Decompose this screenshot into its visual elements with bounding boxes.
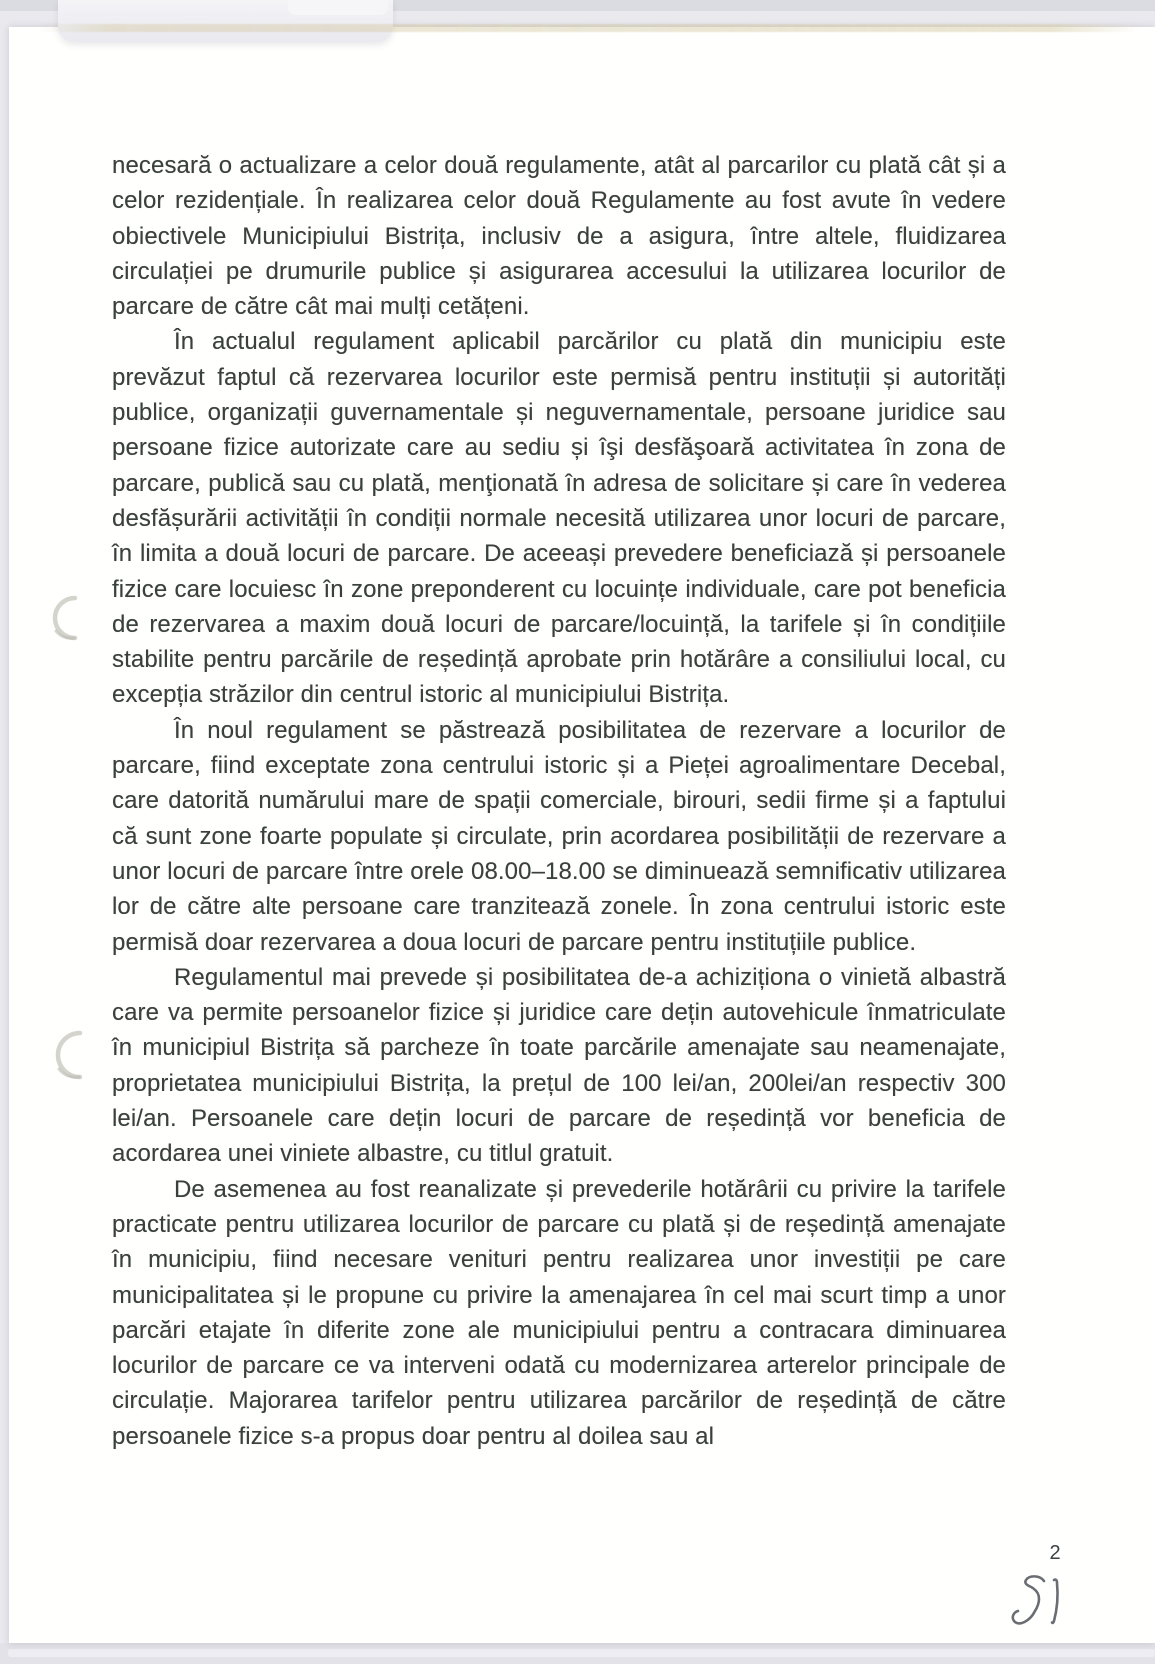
page-number: 2: [1049, 1542, 1061, 1564]
paragraph: În actualul regulament aplicabil parcărilor cu plată din municipiu este prevăzut faptul că rezervarea locurilor este permisă pentru instituții și autorități publice, organizații guvernamentale și neguvernamentale, persoane juridice sau persoane fizice autorizate care au sediu și îşi desfăşoară activitatea în zona de parcare, publică sau cu plată, menţionată în adresa de solicitare și care în vederea desfășurării activității în condiții normale necesită utilizarea unor locuri de parcare, în limita a două locuri de parcare. De aceeași prevedere beneficiază și persoanele fizice care locuiesc în zone preponderent cu locuințe individuale, care pot beneficia de rezervarea a maxim două locuri de parcare/locuință, la tarifele și în condițiile stabilite pentru parcările de reședință aprobate prin hotărâre a consiliului local, cu excepția străzilor din centrul istoric al municipiului Bistrița.: [112, 328, 1006, 709]
handwritten-number: [1004, 1572, 1082, 1638]
scan-tab-artifact: [58, 0, 393, 42]
scanner-bottom-edge: [0, 1643, 1155, 1664]
punch-hole-mark: [46, 1028, 94, 1082]
document-text: [112, 148, 1006, 1454]
scan-tab-highlight: [288, 0, 388, 15]
paragraph: De asemenea au fost reanalizate și prevederile hotărârii cu privire la tarifele practicate pentru utilizarea locurilor de parcare cu plată și de reședință amenajate în municipiu, fiind necesare venituri pentru realizarea unor investiții pe care municipalitatea și le propune cu privire la amenajarea în cel mai scurt timp a unor parcări etajate în diferite zone ale municipiului pentru a contracara diminuarea locurilor de parcare ce va interveni odată cu modernizarea arterelor principale de circulație. Majorarea tarifelor pentru utilizarea parcărilor de reședință de către persoanele fizice s-a propus doar pentru al doilea sau al: [112, 1175, 1006, 1450]
scanner-bottom-highlight: [8, 1649, 1155, 1657]
paragraph: necesară o actualizare a celor două regulamente, atât al parcarilor cu plată cât și a celor rezidențiale. În realizarea celor două Regulamente au fost avute în vedere obiectivele Municipiului Bistrița, inclusiv de a asigura, între altele, fluidizarea circulației pe drumurile publice și asigurarea accesului la utilizarea locurilor de parcare de către cât mai mulți cetățeni.: [112, 152, 1006, 321]
paragraph: Regulamentul mai prevede și posibilitatea de-a achiziționa o vinietă albastră care va permite persoanelor fizice și juridice care dețin autovehicule înmatriculate în municipiul Bistrița să parcheze în toate parcările amenajate sau neamenajate, proprietatea municipiului Bistrița, la prețul de 100 lei/an, 200lei/an respectiv 300 lei/an. Persoanele care dețin locuri de parcare de reședință vor beneficia de acordarea unei viniete albastre, cu titlul gratuit.: [112, 963, 1006, 1168]
paragraph: În noul regulament se păstrează posibilitatea de rezervare a locurilor de parcare, fiind exceptate zona centrului istoric și a Pieței agroalimentare Decebal, care datorită numărului mare de spații comerciale, birouri, sedii firme și a faptului că sunt zone foarte populate și circulate, prin acordarea posibilității de rezervare a unor locuri de parcare între orele 08.00–18.00 se diminuează semnificativ utilizarea lor de către alte persoane care tranzitează zonele. În zona centrului istoric este permisă doar rezervarea a doua locuri de parcare pentru instituțiile publice.: [112, 716, 1006, 956]
scan-streak-artifact: [40, 24, 1140, 32]
punch-hole-mark: [44, 593, 88, 643]
